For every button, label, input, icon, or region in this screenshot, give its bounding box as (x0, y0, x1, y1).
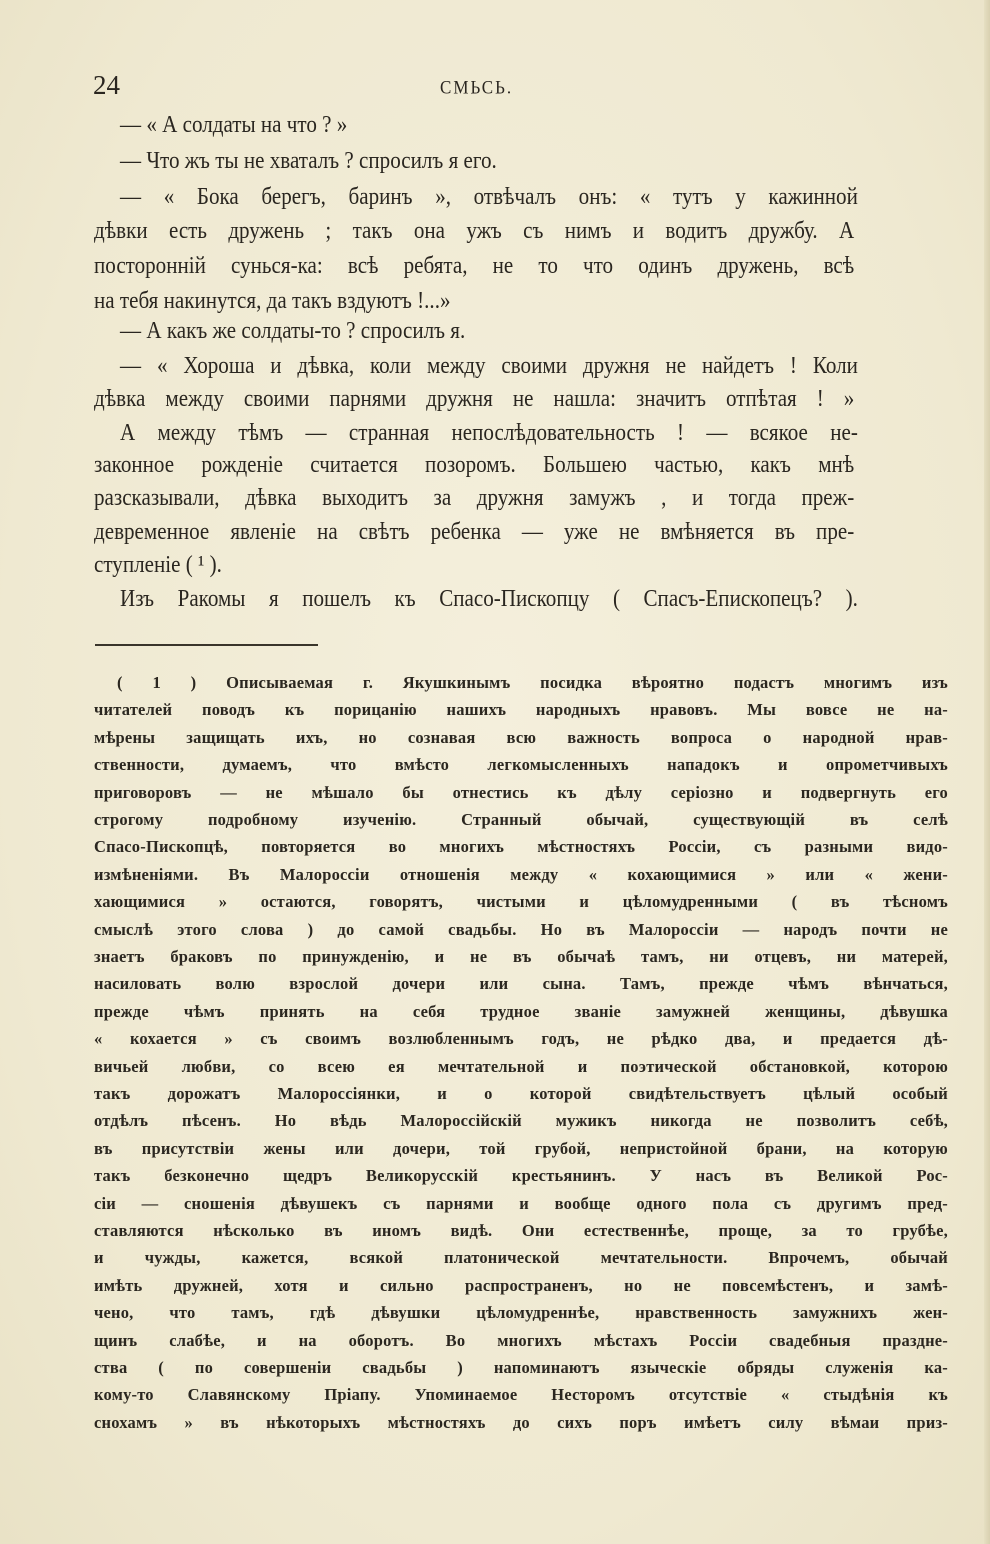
footnote-line: хающимися » остаются, говорятъ, чистыми и цѣломудренными ( въ тѣсномъ (94, 892, 948, 911)
text-line: — « А солдаты на что ? » (120, 111, 348, 138)
footnote-line: отдѣлъ пѣсенъ. Но вѣдь Малороссійскій мужикъ никогда не позволитъ себѣ, (94, 1111, 948, 1130)
footnote-line: такъ дорожатъ Малороссіянки, и о которой свидѣтельствуетъ цѣлый особый (94, 1084, 948, 1103)
page-edge-shadow (984, 0, 990, 1544)
footnote-line: чено, что тамъ, гдѣ дѣвушки цѣломудреннѣе, нравственность замужнихъ жен- (94, 1303, 948, 1322)
footnote-line: щинъ слабѣе, и на оборотъ. Во многихъ мѣстахъ Россіи свадебныя праздне- (94, 1331, 948, 1350)
text-line: — Что жъ ты не хваталъ ? спросилъ я его. (120, 147, 497, 174)
footnote-line: приговоровъ — не мѣшало бы отнестись къ дѣлу серіозно и подвергнуть его (94, 783, 948, 802)
footnote-line: читателей поводъ къ порицанію нашихъ народныхъ нравовъ. Мы вовсе не на- (94, 700, 948, 719)
page-number: 24 (93, 70, 120, 100)
footnote-line: мѣрены защищать ихъ, но сознавая всю важность вопроса о народной нрав- (94, 728, 948, 747)
text-line: на тебя накинутся, да такъ вздуютъ !...» (94, 287, 451, 314)
footnote-line: снохамъ » въ нѣкоторыхъ мѣстностяхъ до сихъ поръ имѣетъ силу вѣмаи приз- (94, 1413, 948, 1432)
footnote-line: такъ безконечно щедръ Великорусскій крестьянинъ. У насъ въ Великой Рос- (94, 1166, 948, 1185)
text-line: законное рожденіе считается позоромъ. Большею частью, какъ мнѣ (94, 451, 855, 478)
text-line: посторонній сунься-ка: всѣ ребята, не то что одинъ дружень, всѣ (94, 252, 855, 279)
footnote-line: измѣненіями. Въ Малороссіи отношенія между « кохающимися » или « жени- (94, 865, 948, 884)
text-line: дѣвки есть дружень ; такъ она ужъ съ нимъ и водитъ дружбу. А (94, 217, 855, 244)
footnote-line: ства ( по совершеніи свадьбы ) напоминаютъ языческіе обряды служенія ка- (94, 1358, 948, 1377)
running-head: СМЬСЬ. (440, 77, 514, 98)
footnote-line: Спасо-Пископцѣ, повторяется во многихъ мѣстностяхъ Россіи, съ разными видо- (94, 837, 948, 856)
footnote-separator (95, 644, 318, 646)
text-line: ступленіе ( ¹ ). (94, 551, 222, 578)
footnote-line: строгому подробному изученію. Странный обычай, существующій въ селѣ (94, 810, 948, 829)
footnote-line: кому-то Славянскому Пріапу. Упоминаемое Несторомъ отсутствіе « стыдѣнія къ (94, 1385, 948, 1404)
footnote-line: въ присутствіи жены или дочери, той грубой, непристойной брани, на которую (94, 1139, 948, 1158)
footnote-line: имѣть дружней, хотя и сильно распространенъ, но не повсемѣстенъ, и замѣ- (94, 1276, 948, 1295)
footnote-line: смыслѣ этого слова ) до самой свадьбы. Но въ Малороссіи — народъ почти не (94, 920, 948, 939)
footnote-line: вичьей любви, со всею ея мечтательной и поэтической обстановкой, которою (94, 1057, 948, 1076)
text-line: А между тѣмъ — странная непослѣдовательность ! — всякое не- (120, 419, 858, 446)
text-line: разсказывали, дѣвка выходитъ за дружня замужъ , и тогда преж- (94, 484, 855, 511)
footnote-line: ственности, думаемъ, что вмѣсто легкомысленныхъ нападокъ и опрометчивыхъ (94, 755, 948, 774)
footnote-line: сіи — сношенія дѣвушекъ съ парнями и вообще одного пола съ другимъ пред- (94, 1194, 948, 1213)
footnote-line: ( 1 ) Описываемая г. Якушкинымъ посидка вѣроятно подастъ многимъ изъ (117, 673, 948, 692)
text-line: дѣвка между своими парнями дружня не нашла: значитъ отпѣтая ! » (94, 385, 855, 412)
footnote-line: « кохается » съ своимъ возлюбленнымъ годъ, не рѣдко два, и предается дѣ- (94, 1029, 948, 1048)
footnote-line: знаетъ браковъ по принужденію, и не въ обычаѣ тамъ, ни отцевъ, ни матерей, (94, 947, 948, 966)
footnote-line: насиловать волю взрослой дочери или сына. Тамъ, прежде чѣмъ вѣнчаться, (94, 974, 948, 993)
text-line: — « Хороша и дѣвка, коли между своими дружня не найдетъ ! Коли (120, 352, 858, 379)
text-line: — А какъ же солдаты-то ? спросилъ я. (120, 317, 466, 344)
footnote-line: ставляются нѣсколько въ иномъ видѣ. Они естественнѣе, проще, за то грубѣе, (94, 1221, 948, 1240)
footnote-line: и чужды, кажется, всякой платонической мечтательности. Впрочемъ, обычай (94, 1248, 948, 1267)
text-line: — « Бока берегъ, баринъ », отвѣчалъ онъ: « тутъ у кажинной (120, 183, 858, 210)
text-line: девременное явленіе на свѣтъ ребенка — уже не вмѣняется въ пре- (94, 518, 855, 545)
text-line: Изъ Ракомы я пошелъ къ Спасо-Пископцу ( Спасъ-Епископецъ? ). (120, 585, 858, 612)
footnote-line: прежде чѣмъ принять на себя трудное званіе замужней женщины, дѣвушка (94, 1002, 948, 1021)
